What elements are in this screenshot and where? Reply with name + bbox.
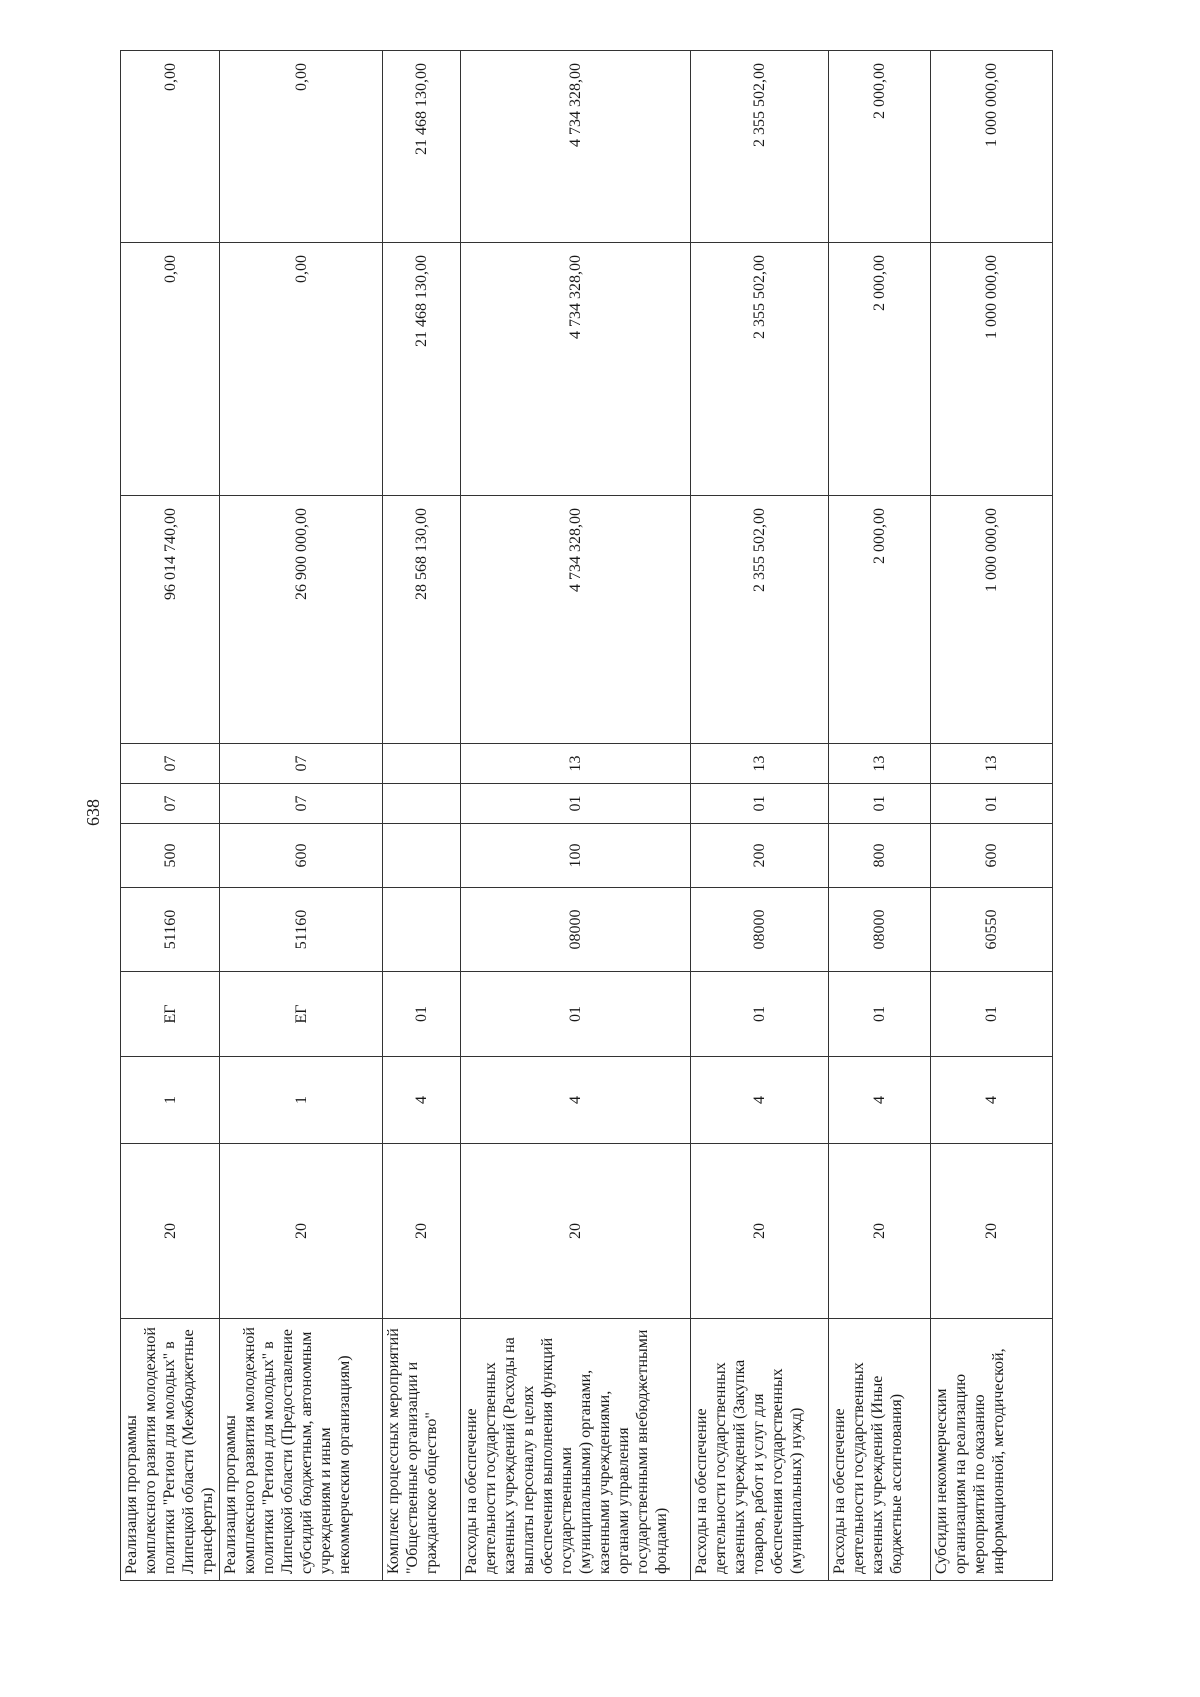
code-sub: 4 [383,1057,461,1144]
code-section: 01 [691,784,829,824]
code-section: 01 [931,784,1053,824]
code-type [383,824,461,888]
row-name: Реализация программы комплексного развития молодежной политики "Регион для молодых" в Липецкой области (Межбюджетные трансферты) [121,1319,220,1581]
code-type: 600 [220,824,383,888]
amount-year-1: 2 355 502,00 [691,496,829,744]
amount-year-2: 21 468 130,00 [383,243,461,496]
code-gp: 20 [461,1144,691,1319]
code-sub: 4 [829,1057,931,1144]
code-subsection [383,744,461,784]
code-main: 01 [691,972,829,1057]
code-section: 01 [829,784,931,824]
code-gp: 20 [931,1144,1053,1319]
code-gp: 20 [691,1144,829,1319]
code-direction [383,888,461,972]
code-direction: 08000 [691,888,829,972]
code-section: 07 [220,784,383,824]
table-row [829,51,931,1581]
code-direction: 60550 [931,888,1053,972]
code-subsection: 13 [829,744,931,784]
table-row [121,51,220,1581]
row-name: Субсидии некоммерческим организациям на реализацию мероприятий по оказанию информационной, методической, [931,1319,1053,1581]
amount-year-2: 2 000,00 [829,243,931,496]
amount-year-2: 0,00 [121,243,220,496]
amount-year-2: 4 734 328,00 [461,243,691,496]
code-sub: 1 [121,1057,220,1144]
amount-year-1: 28 568 130,00 [383,496,461,744]
row-name: Расходы на обеспечение деятельности государственных казенных учреждений (Расходы на выплаты персоналу в целях обеспечения выполнения функций государственными (муниципальными) органами, казенными учреждениями, органами управления государственными внебюджетными фондами) [461,1319,691,1581]
code-direction: 08000 [829,888,931,972]
row-name: Расходы на обеспечение деятельности государственных казенных учреждений (Иные бюджетные ассигнования) [829,1319,931,1581]
code-main: 01 [829,972,931,1057]
code-type: 600 [931,824,1053,888]
page-number: 638 [83,799,103,826]
amount-year-3: 1 000 000,00 [931,51,1053,243]
code-sub: 4 [931,1057,1053,1144]
code-gp: 20 [383,1144,461,1319]
code-main: 01 [461,972,691,1057]
code-main: 01 [931,972,1053,1057]
amount-year-3: 0,00 [220,51,383,243]
code-direction: 51160 [220,888,383,972]
amount-year-2: 0,00 [220,243,383,496]
code-type: 100 [461,824,691,888]
code-subsection: 07 [220,744,383,784]
amount-year-1: 4 734 328,00 [461,496,691,744]
code-subsection: 13 [931,744,1053,784]
code-type: 500 [121,824,220,888]
amount-year-3: 0,00 [121,51,220,243]
code-sub: 4 [691,1057,829,1144]
code-section [383,784,461,824]
code-type: 200 [691,824,829,888]
code-type: 800 [829,824,931,888]
row-name: Комплекс процессных мероприятий "Общественные организации и гражданское общество" [383,1319,461,1581]
row-name: Расходы на обеспечение деятельности государственных казенных учреждений (Закупка товаров, работ и услуг для обеспечения государственных (муниципальных) нужд) [691,1319,829,1581]
code-gp: 20 [121,1144,220,1319]
code-subsection: 07 [121,744,220,784]
code-direction: 08000 [461,888,691,972]
amount-year-1: 26 900 000,00 [220,496,383,744]
code-section: 01 [461,784,691,824]
row-name: Реализация программы комплексного развития молодежной политики "Регион для молодых" в Липецкой области (Предоставление субсидий бюджетным, автономным учреждениям и иным некоммерческим организациям) [220,1319,383,1581]
code-direction: 51160 [121,888,220,972]
table-row [220,51,383,1581]
table-row [691,51,829,1581]
budget-table [120,50,1053,1581]
table-row [931,51,1053,1581]
code-subsection: 13 [691,744,829,784]
code-sub: 4 [461,1057,691,1144]
amount-year-3: 2 355 502,00 [691,51,829,243]
code-section: 07 [121,784,220,824]
code-gp: 20 [220,1144,383,1319]
code-subsection: 13 [461,744,691,784]
code-gp: 20 [829,1144,931,1319]
amount-year-2: 1 000 000,00 [931,243,1053,496]
code-main: 01 [383,972,461,1057]
table-row [461,51,691,1581]
code-main: ЕГ [220,972,383,1057]
amount-year-2: 2 355 502,00 [691,243,829,496]
amount-year-3: 2 000,00 [829,51,931,243]
amount-year-3: 4 734 328,00 [461,51,691,243]
amount-year-1: 2 000,00 [829,496,931,744]
code-sub: 1 [220,1057,383,1144]
amount-year-1: 96 014 740,00 [121,496,220,744]
table-row [383,51,461,1581]
amount-year-1: 1 000 000,00 [931,496,1053,744]
code-main: ЕГ [121,972,220,1057]
amount-year-3: 21 468 130,00 [383,51,461,243]
